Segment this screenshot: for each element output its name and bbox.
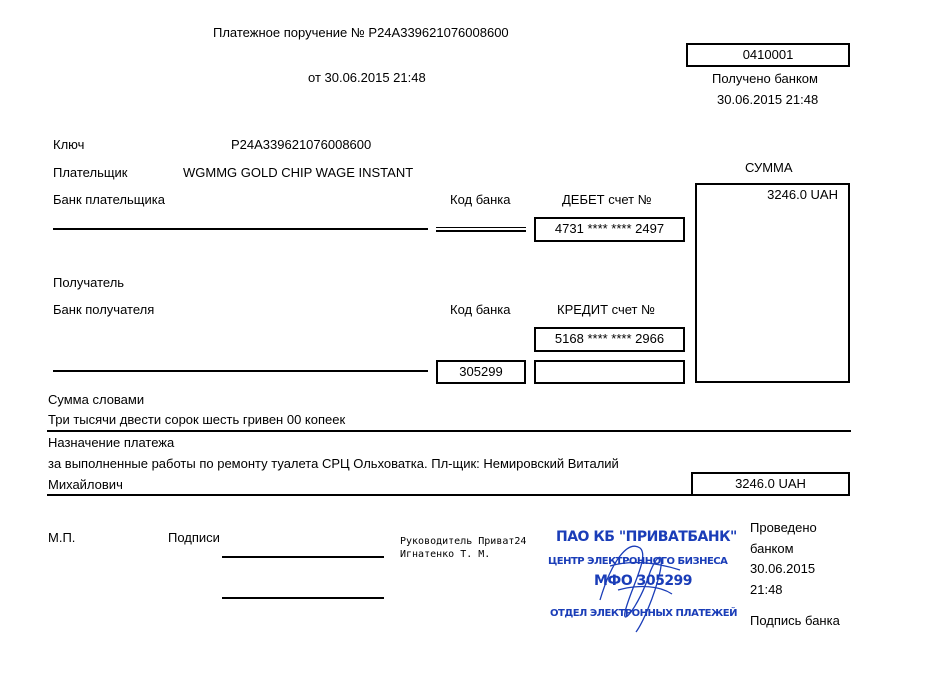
payer-value: WGMMG GOLD CHIP WAGE INSTANT xyxy=(183,165,414,180)
payer-bank-label: Банк плательщика xyxy=(53,192,165,207)
sum-words-label: Сумма словами xyxy=(48,392,145,407)
document-date: от 30.06.2015 21:48 xyxy=(308,70,426,85)
key-value: P24A339621076008600 xyxy=(231,137,372,152)
sum-value: 3246.0 UAH xyxy=(767,187,838,202)
bank-code-label-payer: Код банка xyxy=(450,192,511,207)
signatures-label: Подписи xyxy=(168,530,220,545)
document-title: Платежное поручение № P24A339621076008600 xyxy=(213,25,509,40)
debit-account-box: 4731 **** **** 2497 xyxy=(534,217,685,242)
processed-date: 30.06.2015 xyxy=(750,561,816,576)
recipient-bank-code-box: 305299 xyxy=(436,360,526,384)
manager-title: Руководитель Приват24 xyxy=(400,536,527,547)
sum-words-divider xyxy=(47,430,851,432)
stamp-bank-name: ПАО КБ "ПРИВАТБАНК" xyxy=(556,529,737,545)
recipient-extra-box xyxy=(534,360,685,384)
processed-label-1: Проведено xyxy=(750,520,817,535)
stamp-department: ОТДЕЛ ЭЛЕКТРОННЫХ ПЛАТЕЖЕЙ xyxy=(550,608,737,619)
stamp-center-name: ЦЕНТР ЭЛЕКТРОННОГО БИЗНЕСА xyxy=(548,556,728,567)
purpose-divider xyxy=(47,494,692,496)
purpose-line-1: за выполненные работы по ремонту туалета СРЦ Ольховатка. Пл-щик: Немировский Виталий xyxy=(48,456,619,471)
purpose-line-2: Михайлович xyxy=(48,477,123,492)
sum-box xyxy=(695,183,850,383)
recipient-bank-line xyxy=(53,370,428,372)
purpose-amount-box: 3246.0 UAH xyxy=(691,472,850,496)
signature-line-1 xyxy=(222,556,384,558)
bank-signature-label: Подпись банка xyxy=(750,613,840,628)
payer-bank-code-line-top xyxy=(436,227,526,228)
recipient-bank-label: Банк получателя xyxy=(53,302,155,317)
received-date: 30.06.2015 21:48 xyxy=(717,92,819,107)
processed-time: 21:48 xyxy=(750,582,783,597)
bank-code-label-recipient: Код банка xyxy=(450,302,511,317)
key-label: Ключ xyxy=(53,137,85,152)
sum-label: СУММА xyxy=(745,160,793,175)
credit-label: КРЕДИТ счет № xyxy=(557,302,656,317)
payer-label: Плательщик xyxy=(53,165,128,180)
credit-account-box: 5168 **** **** 2966 xyxy=(534,327,685,352)
sum-words-value: Три тысячи двести сорок шесть гривен 00 копеек xyxy=(48,412,346,427)
payer-bank-code-line-bottom xyxy=(436,230,526,232)
payer-bank-line xyxy=(53,228,428,230)
recipient-label: Получатель xyxy=(53,275,125,290)
manager-name: Игнатенко Т. М. xyxy=(400,549,491,560)
received-label: Получено банком xyxy=(712,71,818,86)
seal-label: М.П. xyxy=(48,530,76,545)
debit-label: ДЕБЕТ счет № xyxy=(562,192,652,207)
form-code-box: 0410001 xyxy=(686,43,850,67)
processed-label-2: банком xyxy=(750,541,794,556)
stamp-mfo: МФО 305299 xyxy=(594,573,693,589)
signature-line-2 xyxy=(222,597,384,599)
purpose-label: Назначение платежа xyxy=(48,435,175,450)
